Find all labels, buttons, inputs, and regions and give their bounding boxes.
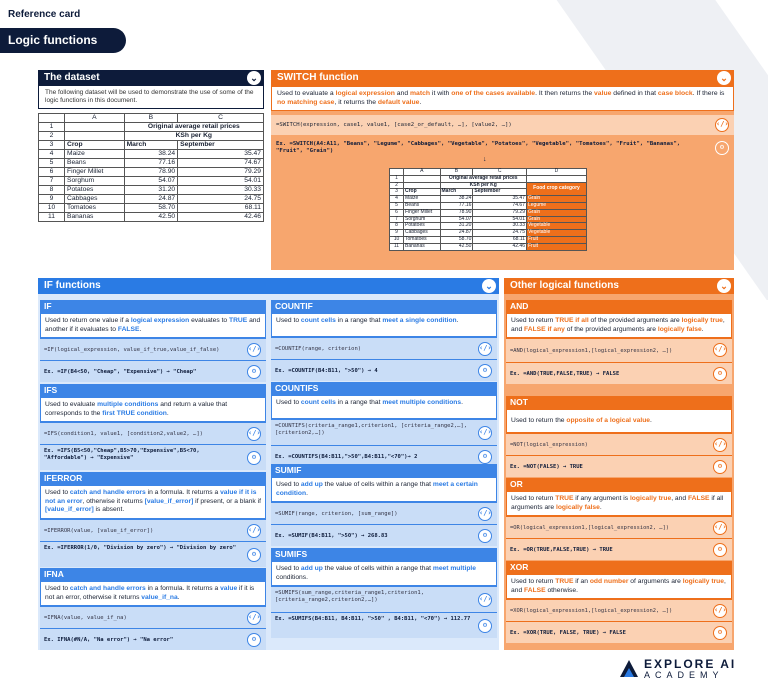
- table-row: 1 Original average retail prices: [39, 123, 264, 132]
- table-row: 4 Maize 38.24 35.47: [39, 150, 264, 159]
- chevron-down-icon[interactable]: ⌄: [717, 279, 731, 293]
- card-ifna: [40, 568, 266, 650]
- table-row: 7 Sorghum 54.07 54.01 Grain: [390, 216, 587, 223]
- card-example: Ex. =SUMIFS(B4:B11, B4:B11, ">50" , B4:B11, "<70") → 112.77 ⚙: [271, 612, 497, 638]
- reference-label: Reference card: [8, 9, 81, 20]
- card-sumif: [271, 464, 497, 546]
- card-title: IFNA: [44, 569, 64, 579]
- table-unit: KSh per Kg: [124, 132, 263, 141]
- table-row: 6 Finger Millet 78.90 79.29: [39, 168, 264, 177]
- table-row: 5 Beans 77.16 74.67: [39, 159, 264, 168]
- table-row: A B C D: [390, 169, 587, 176]
- col-c: C: [178, 114, 264, 123]
- card-if: [40, 300, 266, 382]
- page-title: Logic functions: [0, 28, 126, 53]
- table-row: 10 Tomatoes 58.70 68.11: [39, 204, 264, 213]
- table-row: 7 Sorghum 54.07 54.01: [39, 177, 264, 186]
- card-description: Used to return TRUE if all of the provided arguments are logically true, and FALSE if any of the provided arguments are logically false.: [506, 313, 732, 338]
- card-description: Used to add up the value of cells within a range that meet multiple conditions.: [271, 561, 497, 586]
- if-functions-title: IF functions: [44, 280, 101, 291]
- code-icon[interactable]: ‹/›: [715, 118, 729, 132]
- gear-icon[interactable]: ⚙: [478, 619, 492, 633]
- dataset-header: [38, 70, 264, 86]
- card-ifs: [40, 384, 266, 470]
- table-row: 9 Cabbages 24.87 24.75 Vegetable: [390, 230, 587, 237]
- other-logical-title: Other logical functions: [510, 280, 619, 291]
- card-example: Ex. =COUNTIFS(B4:B11,">50",B4:B11,"<70")→ 2 ⚙: [271, 445, 497, 467]
- gear-icon[interactable]: ⚙: [478, 450, 492, 464]
- card-syntax: =COUNTIFS(criteria_range1,criterion1, [criteria_range2,…], [criterion2,…]) ‹/›: [271, 419, 497, 445]
- switch-panel: [271, 70, 734, 270]
- card-title: SUMIF: [275, 465, 302, 475]
- dataset-title: The dataset: [44, 72, 100, 83]
- card-description: Used to catch and handle errors in a formula. It returns a value if it is not an error, otherwise it returns value_if_na.: [40, 581, 266, 606]
- card-title: OR: [510, 479, 523, 489]
- card-example: Ex. =AND(TRUE,FALSE,TRUE) → FALSE ⚙: [506, 362, 732, 384]
- table-title: Original average retail prices: [124, 123, 263, 132]
- card-title: IFERROR: [44, 473, 83, 483]
- table-row: 1 Original average retail prices: [390, 175, 587, 182]
- card-xor: [506, 561, 732, 643]
- card-example: Ex. =XOR(TRUE, FALSE, TRUE) → FALSE ⚙: [506, 621, 732, 643]
- card-title: COUNTIFS: [275, 383, 319, 393]
- card-title: IFS: [44, 385, 58, 395]
- card-title: XOR: [510, 562, 529, 572]
- table-row: 8 Potatoes 31.20 30.33 Vegetable: [390, 223, 587, 230]
- card-description: Used to count cells in a range that meet multiple conditions.: [271, 395, 497, 419]
- table-row: 2 KSh per Kg Food crop category: [390, 182, 587, 189]
- explore-ai-logo: [618, 655, 758, 683]
- chevron-down-icon[interactable]: ⌄: [247, 71, 261, 85]
- card-title: COUNTIF: [275, 301, 313, 311]
- gear-icon[interactable]: ⚙: [247, 633, 261, 647]
- dataset-panel: [38, 70, 264, 222]
- card-not: [506, 396, 732, 477]
- switch-header: [271, 70, 734, 86]
- card-title: AND: [510, 301, 529, 311]
- arrow-down: ↓: [483, 156, 487, 163]
- chevron-down-icon[interactable]: ⌄: [717, 71, 731, 85]
- gear-icon[interactable]: ⚙: [713, 543, 727, 557]
- other-logical-header: [504, 278, 734, 294]
- gear-icon[interactable]: ⚙: [713, 367, 727, 381]
- switch-example: Ex. =SWITCH(A4:A11, "Beans", "Legume", "Cabbages", "Vegetable", "Potatoes", "Vegetable", "Tomatoes", "Fruit", "Bananas", "Fruit", "Grain") ⚙: [271, 135, 734, 158]
- code-icon[interactable]: ‹/›: [478, 342, 492, 356]
- card-syntax: =AND(logical_expression1,[logical_expression2, …]) ‹/›: [506, 338, 732, 362]
- table-row: 10 Tomatoes 58.70 68.11 Fruit: [390, 236, 587, 243]
- code-icon[interactable]: ‹/›: [247, 427, 261, 441]
- code-icon[interactable]: ‹/›: [713, 604, 727, 618]
- card-sumifs: [271, 548, 497, 638]
- col-a: A: [65, 114, 125, 123]
- chevron-down-icon[interactable]: ⌄: [482, 279, 496, 293]
- gear-icon[interactable]: ⚙: [247, 548, 261, 562]
- gear-icon[interactable]: ⚙: [713, 460, 727, 474]
- code-icon[interactable]: ‹/›: [478, 593, 492, 607]
- table-row: 9 Cabbages 24.87 24.75: [39, 195, 264, 204]
- card-or: [506, 478, 732, 560]
- table-row: 5 Beans 77.16 74.67 Legume: [390, 202, 587, 209]
- table-row: 3 Crop March September: [39, 141, 264, 150]
- logo-subtext: ACADEMY: [644, 670, 724, 680]
- table-row: 6 Finger Millet 78.90 79.29 Grain: [390, 209, 587, 216]
- table-row: 11 Bananas 42.50 42.46: [39, 213, 264, 222]
- logo-text: EXPLORE AI: [644, 657, 737, 671]
- table-row: 4 Maize 38.24 35.47 Grain: [390, 196, 587, 203]
- card-example: Ex. =OR(TRUE,FALSE,TRUE) → TRUE ⚙: [506, 538, 732, 560]
- card-syntax: =NOT(logical_expression) ‹/›: [506, 433, 732, 455]
- card-description: Used to add up the value of cells within a range that meet a certain condition.: [271, 477, 497, 502]
- card-description: Used to count cells in a range that meet a single condition.: [271, 313, 497, 337]
- table-row: 3 Crop March September: [390, 189, 587, 196]
- code-icon[interactable]: ‹/›: [713, 343, 727, 357]
- card-description: Used to return TRUE if any argument is logically true, and FALSE if all arguments are logically false.: [506, 491, 732, 516]
- code-icon[interactable]: ‹/›: [247, 343, 261, 357]
- gear-icon[interactable]: ⚙: [247, 365, 261, 379]
- switch-description: Used to evaluate a logical expression and match it with one of the cases available. It then returns the value defined in that case block. If there is no matching case, it returns the default value.: [271, 86, 734, 111]
- gear-icon[interactable]: ⚙: [478, 364, 492, 378]
- card-and: [506, 300, 732, 384]
- card-syntax: =OR(logical_expression1,[logical_expression2, …]) ‹/›: [506, 516, 732, 538]
- card-example: Ex. =IFERROR(1/0, "Division by zero") → "Division by zero" ⚙: [40, 541, 266, 567]
- code-icon[interactable]: ‹/›: [713, 438, 727, 452]
- card-example: Ex. =IF(B4<50, "Cheap", "Expensive") → "Cheap" ⚙: [40, 360, 266, 382]
- code-icon[interactable]: ‹/›: [478, 426, 492, 440]
- card-title: SUMIFS: [275, 549, 308, 559]
- card-title: IF: [44, 301, 52, 311]
- card-description: Used to return the opposite of a logical value.: [506, 409, 732, 433]
- dataset-description: The following dataset will be used to demonstrate the use of some of the logic functions in this document.: [38, 86, 264, 109]
- gear-icon[interactable]: ⚙: [478, 529, 492, 543]
- gear-icon[interactable]: ⚙: [715, 141, 729, 155]
- switch-syntax: =SWITCH(expression, case1, value1, [case2_or_default, …], [value2, …]) ‹/›: [271, 115, 734, 135]
- switch-title: SWITCH function: [277, 72, 359, 83]
- if-functions-header: [38, 278, 499, 294]
- gear-icon[interactable]: ⚙: [713, 626, 727, 640]
- if-functions-panel: [38, 278, 499, 650]
- card-description: Used to return one value if a logical expression evaluates to TRUE and another if it evaluates to FALSE.: [40, 313, 266, 338]
- code-icon[interactable]: ‹/›: [247, 611, 261, 625]
- card-syntax: =SUMIFS(sum_range,criteria_range1,criterion1, [criteria_range2,criterion2,…]) ‹/›: [271, 586, 497, 612]
- card-description: Used to evaluate multiple conditions and return a value that corresponds to the first TRUE condition.: [40, 397, 266, 422]
- card-syntax: =IFNA(value, value_if_na) ‹/›: [40, 606, 266, 628]
- card-example: Ex. =IFS(B5<50,"Cheap",B5>70,"Expensive",B5<70, "Affordable") → "Expensive" ⚙: [40, 444, 266, 470]
- switch-result-table: [389, 168, 587, 251]
- col-b: B: [124, 114, 178, 123]
- card-syntax: =IF(logical_expression, value_if_true,value_if_false) ‹/›: [40, 338, 266, 360]
- dataset-table: [38, 113, 264, 222]
- logo-mark-icon: [618, 657, 640, 679]
- code-icon[interactable]: ‹/›: [478, 507, 492, 521]
- card-example: Ex. =COUNTIF(B4:B11, ">50") → 4 ⚙: [271, 359, 497, 381]
- card-syntax: =IFS(condition1, value1, [condition2,value2, …]) ‹/›: [40, 422, 266, 444]
- table-row: [39, 114, 264, 123]
- card-countifs: [271, 382, 497, 467]
- card-syntax: =IFERROR(value, [value_if_error]) ‹/›: [40, 519, 266, 541]
- card-example: Ex. =SUMIF(B4:B11, ">50") → 268.83 ⚙: [271, 524, 497, 546]
- other-logical-panel: [504, 278, 734, 650]
- card-iferror: [40, 472, 266, 567]
- card-example: Ex. =NOT(FALSE) → TRUE ⚙: [506, 455, 732, 477]
- card-description: Used to catch and handle errors in a formula. It returns a value if it is not an error, otherwise it returns [value_if_error] if present, or a blank if [value_if_error] is absent.: [40, 485, 266, 519]
- card-description: Used to return TRUE if an odd number of arguments are logically true, and FALSE otherwise.: [506, 574, 732, 599]
- card-syntax: =XOR(logical_expression1,[logical_expression2, …]) ‹/›: [506, 599, 732, 621]
- table-row: 2 KSh per Kg: [39, 132, 264, 141]
- code-icon[interactable]: ‹/›: [713, 521, 727, 535]
- code-icon[interactable]: ‹/›: [247, 524, 261, 538]
- card-example: Ex. IFNA(#N/A, "Na error") → "Na error" ⚙: [40, 628, 266, 650]
- card-syntax: =COUNTIF(range, criterion) ‹/›: [271, 337, 497, 359]
- card-syntax: =SUMIF(range, criterion, [sum_range]) ‹/›: [271, 502, 497, 524]
- table-row: 11 Bananas 42.50 42.46 Fruit: [390, 243, 587, 250]
- gear-icon[interactable]: ⚙: [247, 451, 261, 465]
- table-row: 8 Potatoes 31.20 30.33: [39, 186, 264, 195]
- card-title: NOT: [510, 397, 528, 407]
- card-countif: [271, 300, 497, 381]
